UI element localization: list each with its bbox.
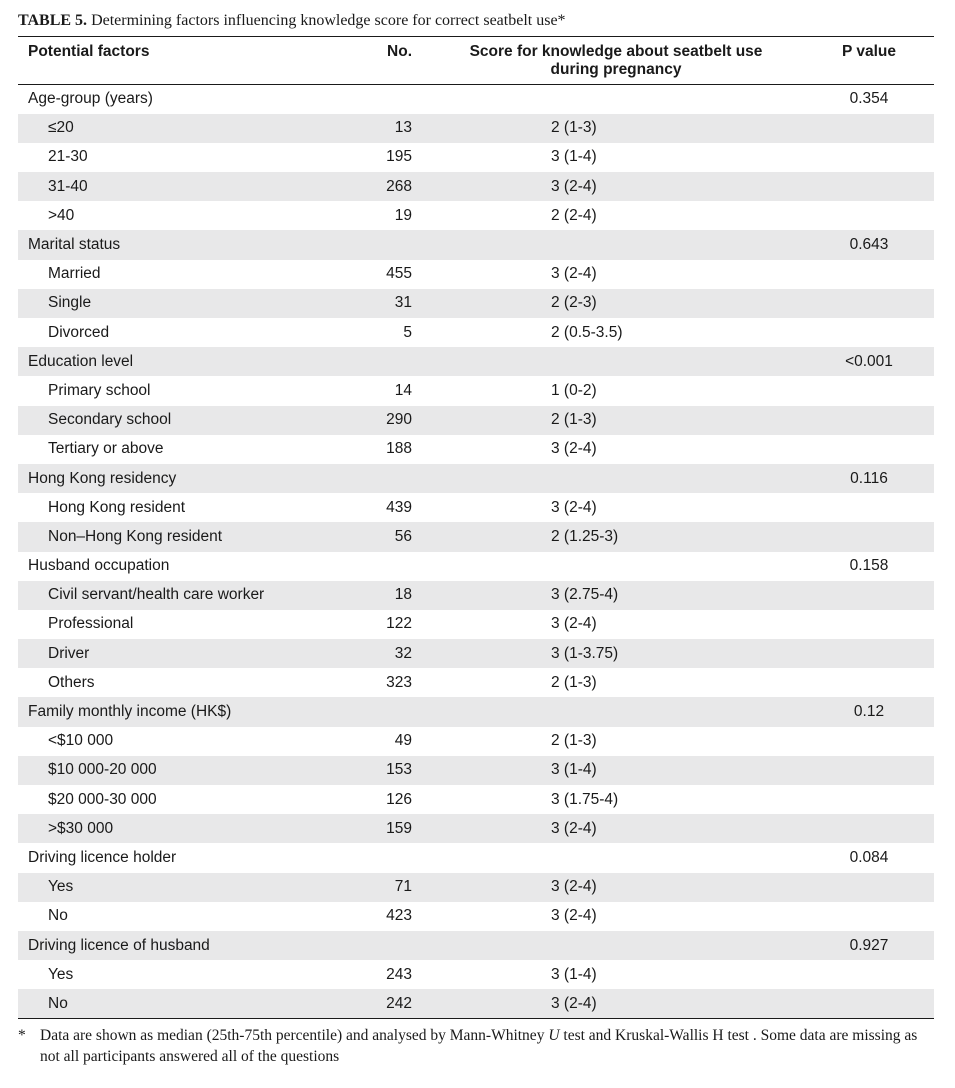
row-label: Others	[48, 673, 95, 691]
row-p-value-cell	[804, 114, 934, 143]
row-count: 19	[394, 206, 412, 224]
table-figure	[18, 8, 934, 1067]
row-score: 3 (2-4)	[428, 989, 804, 1018]
group-score-cell	[428, 552, 804, 581]
row-label: Yes	[48, 878, 74, 896]
row-label: Civil servant/health care worker	[48, 586, 265, 604]
row-score: 3 (2-4)	[551, 440, 597, 458]
row-p-value-cell	[804, 756, 934, 785]
header-row	[18, 37, 934, 85]
row-score: 3 (1-4)	[551, 761, 597, 779]
group-p-value: 0.12	[853, 703, 885, 721]
row-score: 3 (2-4)	[551, 819, 597, 837]
row-score: 3 (2-4)	[551, 265, 597, 283]
row-count: 5	[403, 323, 412, 341]
table-row	[18, 406, 934, 435]
table-caption	[18, 8, 934, 36]
row-label: $10 000-20 000	[48, 761, 157, 779]
row-score: 3 (1-3.75)	[551, 644, 619, 662]
table-row	[18, 727, 934, 756]
row-score: 2 (2-4)	[551, 206, 597, 224]
group-score-cell	[428, 843, 804, 872]
group-row	[18, 697, 934, 726]
group-row	[18, 464, 934, 493]
row-score: 3 (1-4)	[551, 965, 597, 983]
row-score: 2 (1-3)	[551, 119, 597, 137]
table-row	[18, 902, 934, 931]
group-p-value: 0.116	[850, 469, 888, 487]
row-score: 3 (1-4)	[551, 148, 597, 166]
group-label: Driving licence of husband	[28, 936, 210, 954]
header-no: No.	[308, 37, 428, 85]
group-no-cell	[308, 85, 428, 114]
row-p-value-cell	[804, 668, 934, 697]
row-count: 439	[386, 498, 412, 516]
row-score: 3 (2-4)	[551, 498, 597, 516]
row-label: $20 000-30 000	[48, 790, 157, 808]
group-no-cell	[308, 931, 428, 960]
group-label: Age-group (years)	[28, 90, 153, 108]
row-count: 71	[394, 878, 412, 896]
row-p-value-cell	[804, 201, 934, 230]
row-label: Hong Kong resident	[48, 498, 186, 516]
row-p-value-cell	[804, 172, 934, 201]
group-row	[18, 347, 934, 376]
row-score: 3 (1.75-4)	[551, 790, 619, 808]
group-score-cell	[428, 697, 804, 726]
row-label: Professional	[48, 615, 134, 633]
table-row	[18, 435, 934, 464]
group-row	[18, 843, 934, 872]
group-row	[18, 931, 934, 960]
row-label: Non–Hong Kong resident	[48, 527, 223, 545]
group-p-value: 0.084	[849, 848, 889, 866]
table-row	[18, 960, 934, 989]
row-count: 14	[394, 381, 412, 399]
row-label: ≤20	[48, 119, 74, 137]
group-label: Hong Kong residency	[28, 469, 177, 487]
table-row	[18, 989, 934, 1018]
row-p-value-cell	[804, 960, 934, 989]
table-row	[18, 318, 934, 347]
row-score: 3 (2.75-4)	[551, 586, 619, 604]
group-p-value: <0.001	[845, 352, 893, 370]
row-score: 3 (2-4)	[551, 177, 597, 195]
row-score: 3 (2-4)	[551, 615, 597, 633]
row-score: 2 (2-3)	[551, 294, 597, 312]
footnote-text-after: test and Kruskal-Wallis H test . Some data are missing as not all participants answered all of the questions	[40, 1027, 918, 1065]
row-count: 323	[386, 673, 412, 691]
table-body	[18, 85, 934, 1019]
header-potential-factors: Potential factors	[18, 37, 308, 85]
row-p-value-cell	[804, 814, 934, 843]
row-count: 268	[386, 177, 412, 195]
row-p-value-cell	[804, 318, 934, 347]
table-row	[18, 289, 934, 318]
row-p-value-cell	[804, 639, 934, 668]
row-label: Divorced	[48, 323, 110, 341]
table-row	[18, 143, 934, 172]
group-no-cell	[308, 347, 428, 376]
group-p-value: 0.643	[849, 236, 889, 254]
row-p-value-cell	[804, 289, 934, 318]
table-number: TABLE 5.	[18, 12, 88, 29]
row-score: 2 (1-3)	[551, 673, 597, 691]
row-p-value-cell	[804, 435, 934, 464]
table-row	[18, 172, 934, 201]
group-score-cell	[428, 230, 804, 259]
group-label: Marital status	[28, 236, 121, 254]
row-label: No	[18, 989, 308, 1018]
footnote-text-before: Data are shown as median (25th-75th percentile) and analysed by Mann-Whitney	[40, 1027, 549, 1044]
header-p-value: P value	[804, 37, 934, 85]
row-count: 423	[386, 907, 412, 925]
row-count: 188	[386, 440, 412, 458]
table-row	[18, 522, 934, 551]
row-score: 3 (2-4)	[551, 907, 597, 925]
table-title: Determining factors influencing knowledge score for correct seatbelt use*	[91, 12, 566, 29]
group-score-cell	[428, 464, 804, 493]
row-count: 18	[394, 586, 412, 604]
row-score: 3 (2-4)	[551, 878, 597, 896]
row-count: 159	[386, 819, 412, 837]
row-count: 56	[394, 527, 412, 545]
header-score: Score for knowledge about seatbelt use during pregnancy	[428, 37, 804, 85]
row-count: 126	[386, 790, 412, 808]
row-label: 31-40	[48, 177, 88, 195]
footnote-italic: U	[548, 1027, 560, 1044]
group-p-value: 0.927	[849, 936, 889, 954]
row-p-value-cell	[804, 785, 934, 814]
row-label: Tertiary or above	[48, 440, 164, 458]
table-row	[18, 114, 934, 143]
row-score: 2 (1-3)	[551, 411, 597, 429]
row-label: Driver	[48, 644, 90, 662]
group-no-cell	[308, 464, 428, 493]
row-label: No	[48, 907, 68, 925]
table-footnote	[18, 1025, 934, 1067]
row-label: 21-30	[48, 148, 88, 166]
row-p-value-cell	[804, 610, 934, 639]
row-score: 1 (0-2)	[551, 381, 597, 399]
row-count: 290	[386, 411, 412, 429]
table-row	[18, 668, 934, 697]
row-p-value-cell	[804, 522, 934, 551]
row-label: Single	[48, 294, 92, 312]
row-count: 195	[386, 148, 412, 166]
row-p-value-cell	[804, 260, 934, 289]
row-count: 31	[394, 294, 412, 312]
row-p-value-cell	[804, 581, 934, 610]
table-row	[18, 814, 934, 843]
row-p-value-cell	[804, 902, 934, 931]
row-count: 243	[386, 965, 412, 983]
row-count: 13	[394, 119, 412, 137]
row-count: 49	[394, 732, 412, 750]
group-row	[18, 230, 934, 259]
row-label: Yes	[48, 965, 74, 983]
row-p-value-cell	[804, 727, 934, 756]
row-label: <$10 000	[48, 732, 114, 750]
table-row	[18, 610, 934, 639]
row-count: 32	[394, 644, 412, 662]
data-table	[18, 36, 934, 1019]
group-p-value: 0.354	[849, 90, 889, 108]
table-row	[18, 493, 934, 522]
group-label: Husband occupation	[28, 557, 170, 575]
table-row	[18, 260, 934, 289]
row-score: 2 (1.25-3)	[551, 527, 619, 545]
group-score-cell	[428, 85, 804, 114]
group-row	[18, 552, 934, 581]
group-score-cell	[428, 347, 804, 376]
row-p-value-cell	[804, 493, 934, 522]
row-p-value-cell	[804, 873, 934, 902]
row-p-value-cell	[804, 989, 934, 1018]
group-label: Education level	[28, 352, 134, 370]
group-no-cell	[308, 843, 428, 872]
footnote-marker: *	[18, 1027, 26, 1044]
row-score: 2 (1-3)	[551, 732, 597, 750]
table-row	[18, 201, 934, 230]
table-row	[18, 639, 934, 668]
row-count: 455	[386, 265, 412, 283]
row-label: >40	[48, 206, 75, 224]
row-p-value-cell	[804, 376, 934, 405]
group-no-cell	[308, 552, 428, 581]
row-count: 122	[386, 615, 412, 633]
group-no-cell	[308, 230, 428, 259]
table-row	[18, 581, 934, 610]
group-row	[18, 85, 934, 114]
group-label: Family monthly income (HK$)	[28, 703, 232, 721]
row-label: Married	[48, 265, 101, 283]
table-row	[18, 785, 934, 814]
row-label: Secondary school	[48, 411, 172, 429]
row-score: 2 (0.5-3.5)	[551, 323, 623, 341]
row-label: Primary school	[48, 381, 151, 399]
group-label: Driving licence holder	[28, 848, 177, 866]
row-count: 153	[386, 761, 412, 779]
table-row	[18, 376, 934, 405]
group-no-cell	[308, 697, 428, 726]
row-label: >$30 000	[48, 819, 114, 837]
row-count: 242	[308, 989, 428, 1018]
group-score-cell	[428, 931, 804, 960]
table-row	[18, 873, 934, 902]
row-p-value-cell	[804, 143, 934, 172]
row-p-value-cell	[804, 406, 934, 435]
group-p-value: 0.158	[849, 557, 889, 575]
table-row	[18, 756, 934, 785]
